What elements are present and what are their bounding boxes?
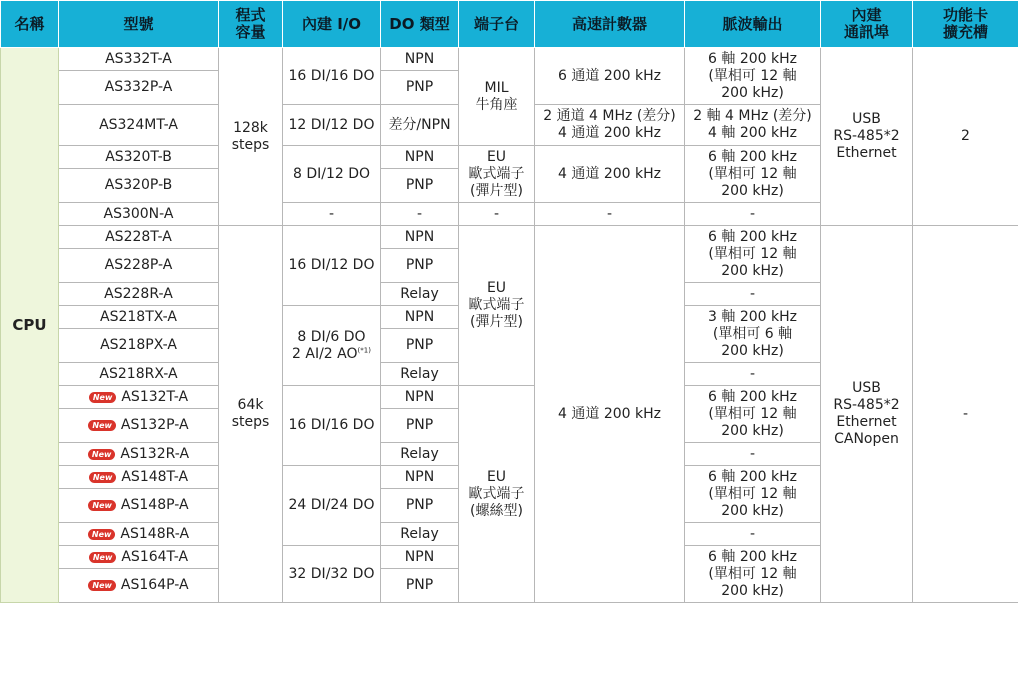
do-type-cell: NPN (381, 466, 459, 489)
model-cell (59, 489, 219, 523)
io-cell: 16 DI/16 DO (283, 386, 381, 466)
io-cell: 8 DI/12 DO (283, 146, 381, 203)
capacity-cell: 128k steps (219, 48, 283, 226)
io-cell: - (283, 203, 381, 226)
pulse-cell: - (685, 443, 821, 466)
header-do-type: DO 類型 (381, 1, 459, 48)
do-type-cell: NPN (381, 386, 459, 409)
new-badge: New (89, 472, 117, 483)
category-cell: CPU (1, 48, 59, 603)
model-name: AS164T-A (121, 548, 189, 565)
model-cell: AS228R-A (59, 283, 219, 306)
model-cell (59, 443, 219, 466)
do-type-cell: Relay (381, 363, 459, 386)
do-type-cell: PNP (381, 329, 459, 363)
ports-cell: USB RS-485*2 Ethernet (821, 48, 913, 226)
model-cell (59, 569, 219, 603)
model-cell (59, 546, 219, 569)
pulse-cell: 6 軸 200 kHz (單相可 12 軸 200 kHz) (685, 466, 821, 523)
model-cell (59, 386, 219, 409)
new-badge: New (88, 529, 116, 540)
counter-cell: 2 通道 4 MHz (差分) 4 通道 200 kHz (535, 105, 685, 146)
io-cell: 16 DI/12 DO (283, 226, 381, 306)
model-cell (59, 409, 219, 443)
do-type-cell: NPN (381, 146, 459, 169)
footnote-mark: (*1) (357, 345, 371, 354)
do-type-cell: Relay (381, 283, 459, 306)
new-badge: New (88, 500, 116, 511)
io-text: 8 DI/6 DO 2 AI/2 AO (292, 328, 366, 362)
model-name: AS148R-A (120, 525, 190, 542)
do-type-cell: NPN (381, 226, 459, 249)
pulse-cell: 6 軸 200 kHz (單相可 12 軸 200 kHz) (685, 226, 821, 283)
model-name: AS132R-A (120, 445, 190, 462)
do-type-cell: NPN (381, 48, 459, 71)
counter-cell: 6 通道 200 kHz (535, 48, 685, 105)
header-row (1, 1, 1018, 48)
do-type-cell: - (381, 203, 459, 226)
header-name: 名稱 (1, 1, 59, 48)
pulse-cell: 6 軸 200 kHz (單相可 12 軸 200 kHz) (685, 386, 821, 443)
io-cell: 12 DI/12 DO (283, 105, 381, 146)
table-row (1, 226, 1018, 249)
new-badge: New (89, 552, 117, 563)
terminal-cell: EU 歐式端子 (彈片型) (459, 226, 535, 386)
model-cell: AS320T-B (59, 146, 219, 169)
terminal-cell: - (459, 203, 535, 226)
do-type-cell: PNP (381, 249, 459, 283)
do-type-cell: PNP (381, 569, 459, 603)
pulse-cell: 6 軸 200 kHz (單相可 12 軸 200 kHz) (685, 546, 821, 603)
io-cell (283, 306, 381, 386)
header-ports: 內建 通訊埠 (821, 1, 913, 48)
pulse-cell: 3 軸 200 kHz (單相可 6 軸 200 kHz) (685, 306, 821, 363)
do-type-cell: PNP (381, 169, 459, 203)
pulse-cell: 2 軸 4 MHz (差分) 4 軸 200 kHz (685, 105, 821, 146)
do-type-cell: NPN (381, 546, 459, 569)
model-cell: AS228T-A (59, 226, 219, 249)
model-name: AS132T-A (121, 388, 189, 405)
do-type-cell: PNP (381, 409, 459, 443)
slots-cell: 2 (913, 48, 1018, 226)
header-slots: 功能卡 擴充槽 (913, 1, 1018, 48)
table-row (1, 48, 1018, 71)
model-cell: AS324MT-A (59, 105, 219, 146)
do-type-cell: PNP (381, 71, 459, 105)
new-badge: New (88, 420, 116, 431)
capacity-cell: 64k steps (219, 226, 283, 603)
ports-cell: USB RS-485*2 Ethernet CANopen (821, 226, 913, 603)
model-cell: AS332T-A (59, 48, 219, 71)
io-cell: 16 DI/16 DO (283, 48, 381, 105)
do-type-cell: NPN (381, 306, 459, 329)
model-name: AS132P-A (120, 417, 189, 433)
pulse-cell: - (685, 283, 821, 306)
terminal-cell: EU 歐式端子 (彈片型) (459, 146, 535, 203)
model-cell: AS320P-B (59, 169, 219, 203)
io-cell: 32 DI/32 DO (283, 546, 381, 603)
pulse-cell: 6 軸 200 kHz (單相可 12 軸 200 kHz) (685, 48, 821, 105)
counter-cell: 4 通道 200 kHz (535, 226, 685, 603)
model-cell: AS218PX-A (59, 329, 219, 363)
terminal-cell: EU 歐式端子 (螺絲型) (459, 386, 535, 603)
pulse-cell: 6 軸 200 kHz (單相可 12 軸 200 kHz) (685, 146, 821, 203)
model-cell: AS218RX-A (59, 363, 219, 386)
counter-cell: - (535, 203, 685, 226)
model-name: AS148P-A (120, 497, 189, 513)
slots-cell: - (913, 226, 1018, 603)
terminal-cell: MIL 牛角座 (459, 48, 535, 146)
header-terminal: 端子台 (459, 1, 535, 48)
header-model: 型號 (59, 1, 219, 48)
model-cell (59, 466, 219, 489)
do-type-cell: 差分/NPN (381, 105, 459, 146)
new-badge: New (88, 580, 116, 591)
new-badge: New (89, 392, 117, 403)
pulse-cell: - (685, 363, 821, 386)
header-capacity: 程式 容量 (219, 1, 283, 48)
model-cell: AS228P-A (59, 249, 219, 283)
do-type-cell: Relay (381, 523, 459, 546)
do-type-cell: Relay (381, 443, 459, 466)
model-cell: AS332P-A (59, 71, 219, 105)
pulse-cell: - (685, 523, 821, 546)
model-name: AS164P-A (120, 577, 189, 593)
header-pulse: 脈波輸出 (685, 1, 821, 48)
model-cell: AS300N-A (59, 203, 219, 226)
header-counter: 高速計數器 (535, 1, 685, 48)
pulse-cell: - (685, 203, 821, 226)
header-io: 內建 I/O (283, 1, 381, 48)
model-cell: AS218TX-A (59, 306, 219, 329)
io-cell: 24 DI/24 DO (283, 466, 381, 546)
new-badge: New (88, 449, 116, 460)
do-type-cell: PNP (381, 489, 459, 523)
counter-cell: 4 通道 200 kHz (535, 146, 685, 203)
model-name: AS148T-A (121, 468, 189, 485)
model-cell (59, 523, 219, 546)
